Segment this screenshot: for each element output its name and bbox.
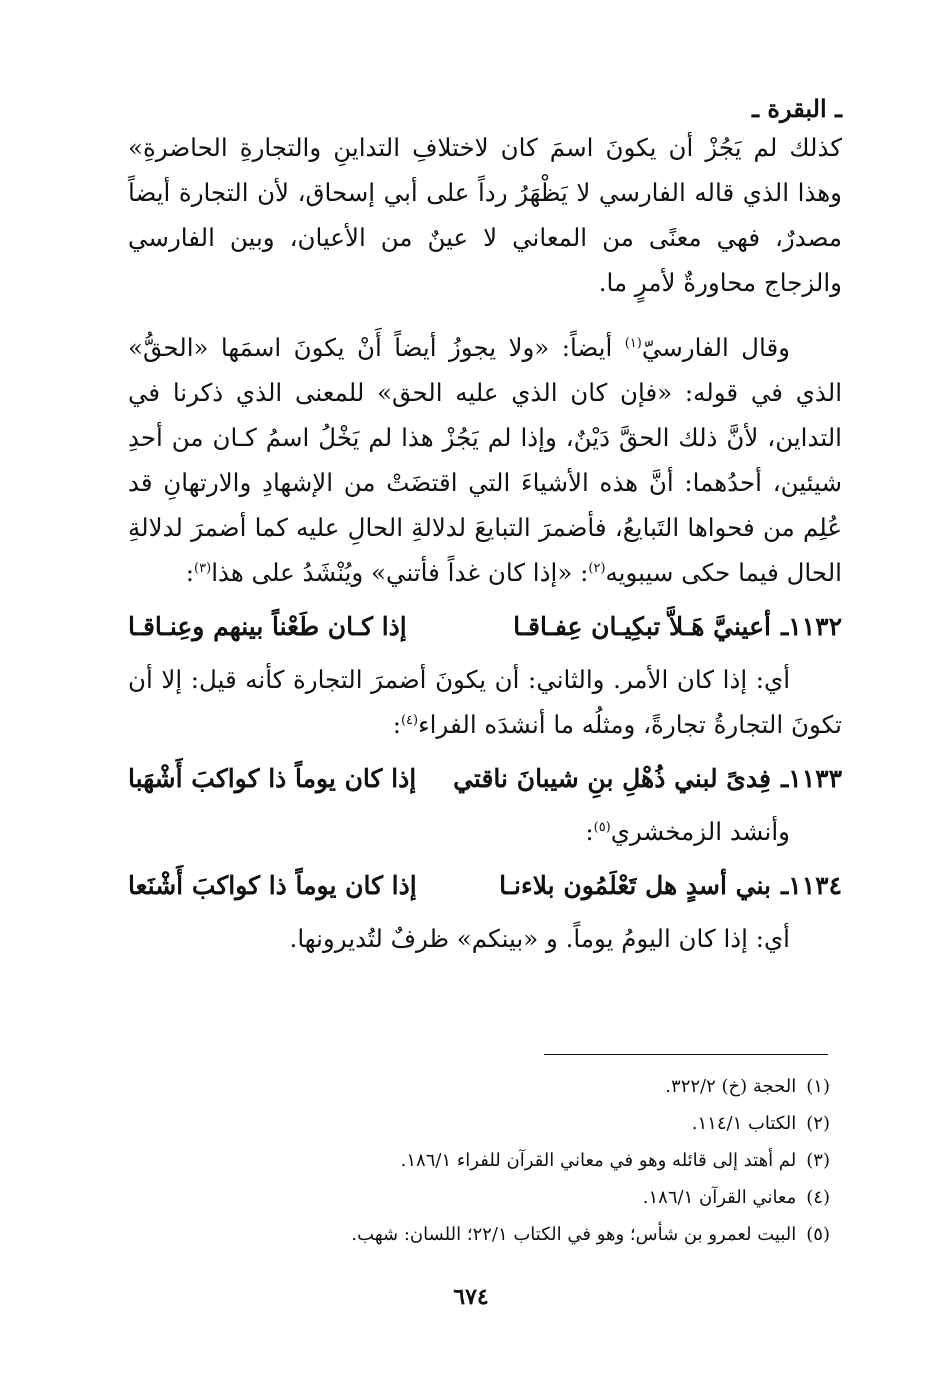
verse-hemistich: إذا كان يوماً ذا كواكبَ أَشْنَعا xyxy=(128,871,417,900)
footnote-ref: (٥) xyxy=(593,819,611,835)
verse-number: ١١٣٣ـ xyxy=(780,764,842,793)
paragraph-closing: أي: إذا كان اليومُ يوماً. و «بينكم» ظرفٌ لتُديرونها. xyxy=(289,924,790,953)
footnote-number: (٥) xyxy=(806,1224,830,1245)
verse-number: ١١٣٢ـ xyxy=(780,612,842,641)
paragraph-explanation: أي: إذا كان الأمر. والثاني: أن يكونَ أضمرَ التجارة كأنه قيل: إلا أن تكونَ التجارةُ تجارةً، ومثلُه ما أنشدَه الفراء$^{(٤)}$: xyxy=(128,665,842,739)
verse-line xyxy=(128,601,842,653)
verse-hemistich: إذا كـان طَعْناً بينهم وعِنـاقـا xyxy=(128,612,407,641)
paragraph-continuation: كذلك لم يَجُزْ أن يكونَ اسمَ كان لاختلافِ التداينِ والتجارةِ الحاضرةِ» وهذا الذي قاله الفارسي لا يَظْهَرُ رداً على أبي إسحاق، لأن التجارة أيضاً مصدرٌ، فهي معنًى من المعاني لا عينٌ من الأعيان، وبين الفارسي والزجاج محاورةٌ لأمرٍ ما. xyxy=(128,133,842,297)
paragraph-zamakhshari: وأنشد الزمخشري$^{(٥)}$: xyxy=(585,817,790,846)
verse-number: ١١٣٤ـ xyxy=(780,871,842,900)
footnote xyxy=(130,1179,830,1216)
footnote-text: معاني القرآن ١٨٦/١. xyxy=(642,1187,797,1208)
footnote-ref: (٤) xyxy=(400,712,419,728)
footnote-text: البيت لعمرو بن شأس؛ وهو في الكتاب ٢٢/١؛ اللسان: شهب. xyxy=(351,1224,797,1245)
footnote-text: الحجة (خ) ٣٢٢/٢. xyxy=(665,1076,797,1097)
running-header: ـ البقرة ـ xyxy=(752,94,842,123)
footnote xyxy=(130,1216,830,1253)
footnote xyxy=(130,1105,830,1142)
paragraph-farisi: وقال الفارسيّ$^{(١)}$ أيضاً: «ولا يجوزُ أيضاً أَنْ يكونَ اسمَها «الحقُّ» الذي في قوله: «فإن كان الذي عليه الحق» للمعنى الذي ذكرنا في التداين، لأنَّ ذلك الحقَّ دَيْنٌ، وإذا لم يَجُزْ هذا لم يَخْلُ اسمُ كـان من أحدِ شيئين، أحدُهما: أنَّ هذه الأشياءَ التي اقتضَتْ من الإشهادِ والارتهانِ قد عُلِم من فحواها التَبايعُ، فأضمرَ التبايعَ لدلالةِ الحالِ عليه كما أضمرَ لدلالةِ الحال فيما حكى سيبويه$^{(٢)}$: «إذا كان غداً فأتني» ويُنْشَدُ على هذا$^{(٣)}$: xyxy=(128,333,842,587)
verse-hemistich: إذا كان يوماً ذا كواكبَ أَشْهَبا xyxy=(128,764,417,793)
footnote xyxy=(130,1068,830,1105)
footnote xyxy=(130,1142,830,1179)
footnote-ref: (٣) xyxy=(194,560,212,576)
verse-line xyxy=(128,860,842,912)
footnote-number: (٢) xyxy=(806,1113,830,1134)
footnote-number: (١) xyxy=(806,1076,830,1097)
footnotes xyxy=(130,1068,830,1253)
verse-hemistich: بني أسدٍ هل تَعْلَمُون بلاءنـا xyxy=(499,871,771,900)
footnote-number: (٤) xyxy=(806,1187,830,1208)
main-text xyxy=(128,125,842,961)
footnote-ref: (١) xyxy=(624,335,642,351)
page-number: ٦٧٤ xyxy=(453,1284,489,1310)
footnote-divider xyxy=(544,1054,828,1055)
verse-line xyxy=(128,753,842,805)
footnote-text: الكتاب ١١٤/١. xyxy=(691,1113,797,1134)
footnote-ref: (٢) xyxy=(588,560,606,576)
verse-hemistich: فِدىً لبني ذُهْلِ بنِ شيبانَ ناقتي xyxy=(453,764,771,793)
verse-hemistich: أعينيَّ هَـلاَّ تبكِيـان عِفـاقـا xyxy=(513,612,771,641)
footnote-number: (٣) xyxy=(806,1150,830,1171)
footnote-text: لم أهتد إلى قائله وهو في معاني القرآن للفراء ١٨٦/١. xyxy=(400,1150,797,1171)
